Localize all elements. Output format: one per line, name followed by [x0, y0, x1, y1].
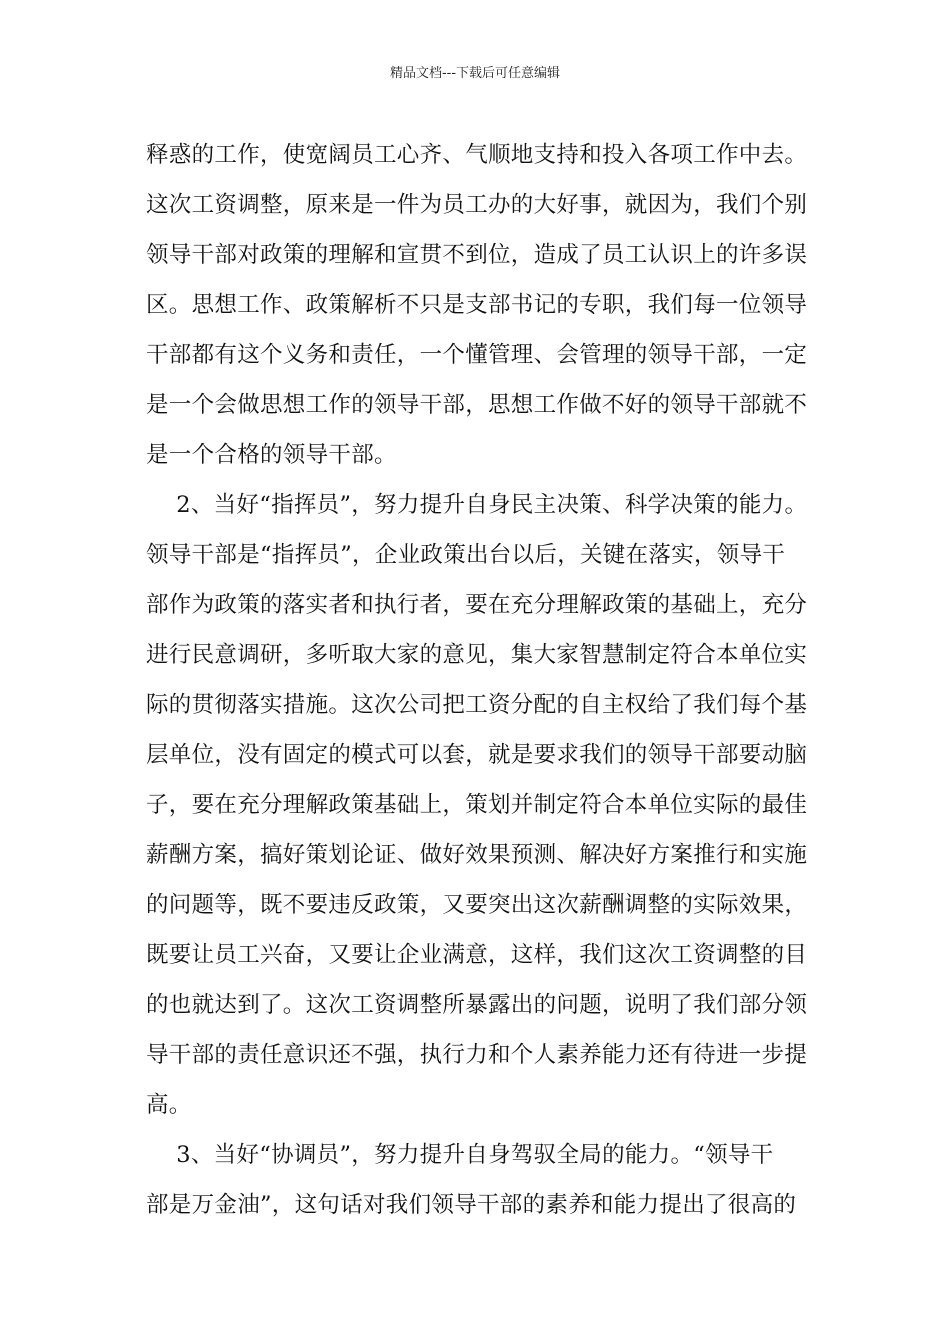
text-line: 区。思想工作、政策解析不只是支部书记的专职，我们每一位领导 [146, 292, 808, 318]
document-body [146, 130, 846, 1230]
page-header: 精品文档---下载后可任意编辑 [389, 66, 561, 81]
text-line: 领导干部是“指挥员”，企业政策出台以后，关键在落实，领导干 [146, 542, 786, 568]
text-line: 这次工资调整，原来是一件为员工办的大好事，就因为，我们个别 [146, 192, 808, 218]
text-line: 部是万金油”，这句话对我们领导干部的素养和能力提出了很高的 [146, 1192, 797, 1218]
text-line: 的也就达到了。这次工资调整所暴露出的问题，说明了我们部分领 [146, 992, 808, 1018]
text-line: 是一个会做思想工作的领导干部，思想工作做不好的领导干部就不 [146, 392, 808, 418]
text-line: 2、当好“指挥员”，努力提升自身民主决策、科学决策的能力。 [146, 492, 808, 518]
text-line: 进行民意调研，多听取大家的意见，集大家智慧制定符合本单位实 [146, 642, 808, 668]
text-line: 际的贯彻落实措施。这次公司把工资分配的自主权给了我们每个基 [146, 692, 808, 718]
text-line: 3、当好“协调员”，努力提升自身驾驭全局的能力。“领导干 [146, 1142, 774, 1168]
text-line: 领导干部对政策的理解和宣贯不到位，造成了员工认识上的许多误 [146, 242, 808, 268]
text-line: 高。 [146, 1092, 192, 1118]
text-line: 导干部的责任意识还不强，执行力和个人素养能力还有待进一步提 [146, 1042, 808, 1068]
text-line: 层单位，没有固定的模式可以套，就是要求我们的领导干部要动脑 [146, 742, 808, 768]
text-line: 是一个合格的领导干部。 [146, 442, 397, 468]
text-line: 的问题等，既不要违反政策，又要突出这次薪酬调整的实际效果， [146, 892, 808, 918]
text-line: 干部都有这个义务和责任，一个懂管理、会管理的领导干部，一定 [146, 342, 808, 368]
text-line: 子，要在充分理解政策基础上，策划并制定符合本单位实际的最佳 [146, 792, 808, 818]
text-line: 既要让员工兴奋，又要让企业满意，这样，我们这次工资调整的目 [146, 942, 808, 968]
text-line: 薪酬方案，搞好策划论证、做好效果预测、解决好方案推行和实施 [146, 842, 808, 868]
text-line: 部作为政策的落实者和执行者，要在充分理解政策的基础上，充分 [146, 592, 808, 618]
text-line: 释惑的工作，使宽阔员工心齐、气顺地支持和投入各项工作中去。 [146, 142, 808, 168]
